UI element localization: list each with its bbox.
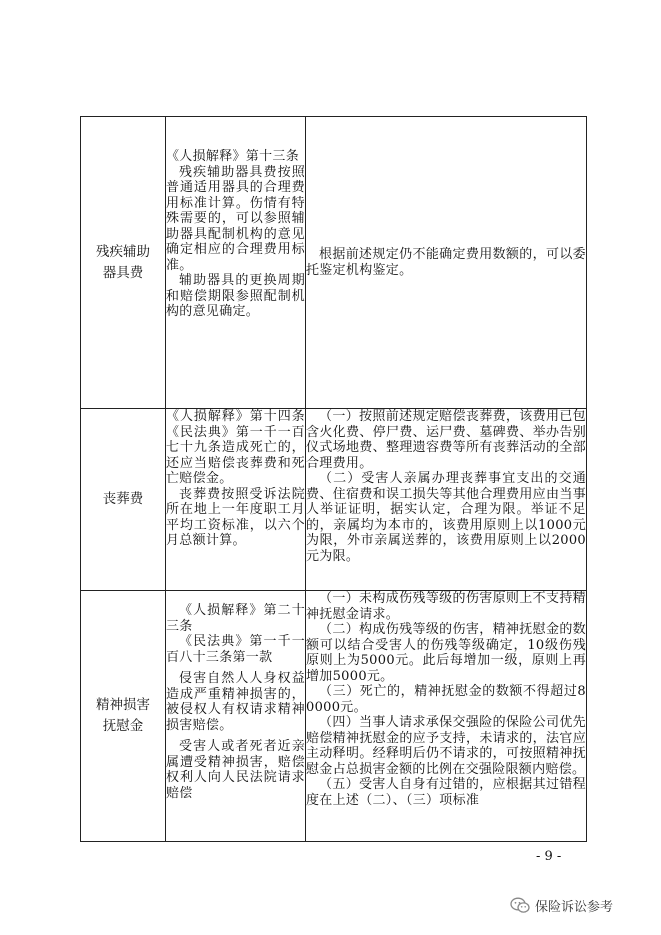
basis-paragraph: 《人损解释》第十三条	[166, 149, 300, 164]
row-label-mental-damage-compensation	[81, 591, 166, 842]
standard-paragraph: （二）构成伤残等级的伤害，精神抚慰金的数额可以结合受害人的伤残等级确定，10级伤残原则上为5000元。此后每增加一级，原则上再增加5000元。	[306, 622, 586, 684]
standard-cell	[306, 117, 587, 409]
basis-paragraph: 《人损解释》第十四条《民法典》第一千一百七十九条造成死亡的，还应当赔偿丧葬费和死亡赔偿金。	[166, 409, 305, 486]
table-row	[81, 117, 587, 409]
row-label-assistive-device-fee	[81, 117, 166, 409]
standard-paragraph: 根据前述规定仍不能确定费用数额的，可以委托鉴定机构鉴定。	[306, 247, 586, 278]
basis-paragraph: 残疾辅助器具费按照普通适用器具的合理费用标准计算。伤情有特殊需要的，可以参照辅助器具配制机构的意见确定相应的合理费用标准。	[166, 164, 305, 273]
watermark-text: 保险诉讼参考	[535, 900, 614, 915]
row-label-text: 残疾辅助 器具费	[96, 243, 150, 281]
legal-basis-cell	[166, 591, 306, 842]
standard-paragraph: （一）未构成伤残等级的伤害原则上不支持精神抚慰金请求。	[306, 591, 586, 622]
standard-cell	[306, 409, 587, 591]
table-row	[81, 409, 587, 591]
legal-basis-cell	[166, 409, 306, 591]
standard-paragraph: （五）受害人自身有过错的，应根据其过错程度在上述（二）、（三）项标准	[306, 777, 586, 808]
basis-paragraph: 侵害自然人人身权益造成严重精神损害的，被侵权人有权请求精神损害赔偿。	[166, 671, 305, 733]
row-label-text: 丧葬费	[102, 491, 144, 507]
page-number: - 9 -	[536, 849, 562, 864]
row-label-text: 精神损害 抚慰金	[96, 697, 150, 734]
standard-paragraph: （一）按照前述规定赔偿丧葬费，该费用已包含火化费、停尸费、运尸费、墓碑费、举办告别仪式场地费、整理遗容费等所有丧葬活动的全部合理费用。	[306, 409, 586, 471]
watermark	[510, 896, 613, 915]
wechat-icon	[510, 897, 530, 914]
legal-basis-cell	[166, 117, 306, 409]
basis-paragraph: 受害人或者死者近亲属遭受精神损害，赔偿权利人向人民法院请求赔偿	[166, 739, 305, 801]
basis-paragraph: 丧葬费按照受诉法院所在地上一年度职工月平均工资标准，以六个月总额计算。	[166, 486, 305, 548]
standard-cell	[306, 591, 587, 842]
standard-paragraph: （四）当事人请求承保交强险的保险公司优先赔偿精神抚慰金的应予支持，未请求的，法官应主动释明。经释明后仍不请求的，可按照精神抚慰金占总损害金额的比例在交强险限额内赔偿。	[306, 715, 586, 777]
standard-paragraph: （三）死亡的，精神抚慰金的数额不得超过80000元。	[306, 684, 586, 715]
table-row	[81, 591, 587, 842]
basis-paragraph: 辅助器具的更换周期和赔偿期限参照配制机构的意见确定。	[166, 273, 305, 319]
basis-paragraph: 《人损解释》第二十三条	[166, 603, 305, 634]
row-label-funeral-fee	[81, 409, 166, 591]
standard-paragraph: （二）受害人亲属办理丧葬事宜支出的交通费、住宿费和误工损失等其他合理费用应由当事人举证证明，据实认定，合理为限。举证不足的，亲属均为本市的，该费用原则上以1000元为限，外市亲属送葬的，该费用原则上以2000元为限。	[306, 471, 586, 564]
basis-paragraph: 《民法典》第一千一百八十三条第一款	[166, 634, 305, 665]
compensation-table	[80, 116, 587, 842]
